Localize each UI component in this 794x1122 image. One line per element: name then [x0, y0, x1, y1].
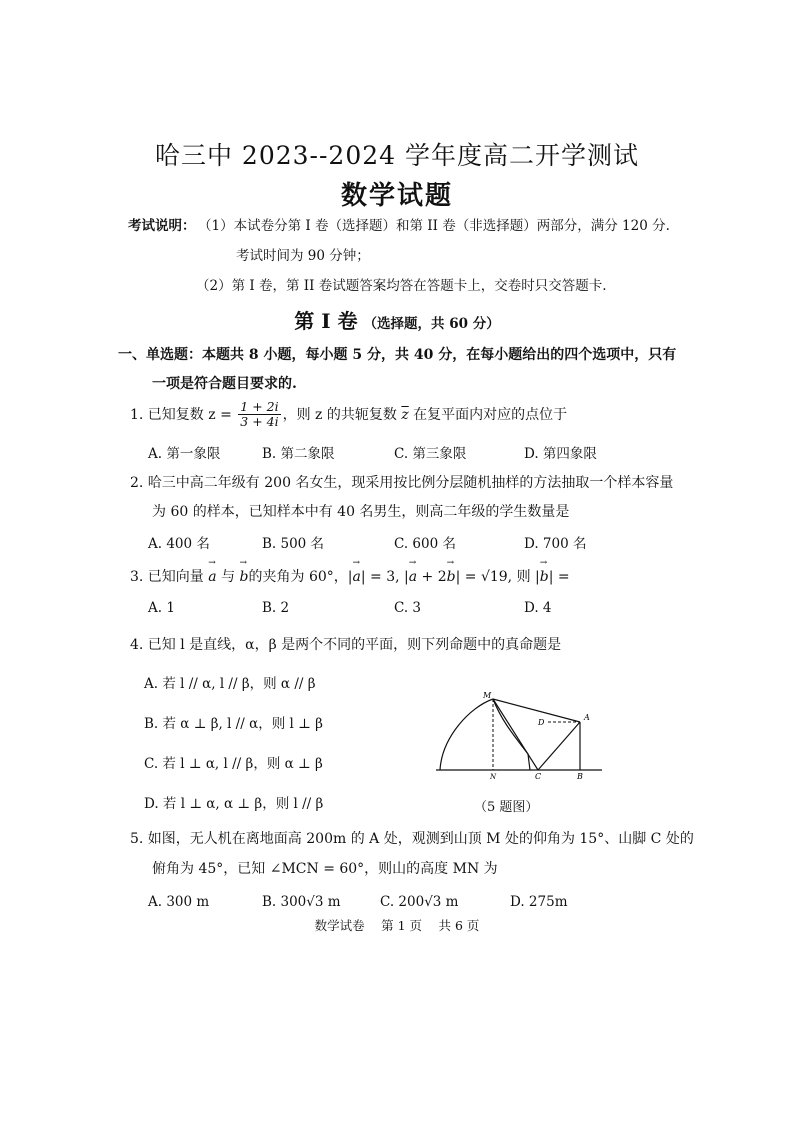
page-subtitle: 数学试题 [340, 181, 453, 211]
q4-option-d: D. 若 l ⊥ α, α ⊥ β，则 l // β [144, 796, 324, 812]
q5-option-d: D. 275m [510, 894, 568, 910]
q3-text2: | = 3, | [360, 569, 409, 585]
q3-option-a: A. 1 [148, 600, 175, 616]
question-5-line1: 5. 如图，无人机在离地面高 200m 的 A 处，观测到山顶 M 处的仰角为 15°、山脚 C 处的 [130, 831, 694, 847]
label-c: C [535, 772, 542, 781]
q1-fraction-numerator: 1 + 2i [240, 399, 279, 414]
section1-line1: 一、单选题：本题共 8 小题，每小题 5 分，共 40 分，在每小题给出的四个选项中，只有 [118, 347, 677, 363]
q5-option-c: C. 200√3 m [380, 894, 459, 910]
mountain-slope [493, 699, 530, 770]
question-3-stem [130, 566, 570, 586]
q3-mid: 与 [221, 569, 236, 585]
q1-option-c: C. 第三象限 [394, 446, 467, 462]
q3-vector-a-2: → a [352, 569, 360, 585]
q5-option-a: A. 300 m [148, 894, 210, 910]
page-footer: 数学试卷 第 1 页 共 6 页 [314, 918, 480, 933]
q3-option-c: C. 3 [394, 600, 422, 616]
instructions-item2: （2）第 I 卷，第 II 卷试题答案均答在答题卡上，交卷时只交答题卡. [196, 278, 607, 294]
label-n: N [490, 773, 497, 781]
question-4-stem: 4. 已知 l 是直线，α，β 是两个不同的平面，则下列命题中的真命题是 [130, 637, 562, 653]
q1-option-a: A. 第一象限 [148, 446, 221, 462]
q1-fraction [238, 400, 280, 430]
question-1-stem [130, 400, 567, 430]
volume-title: 第 I 卷 [294, 309, 358, 333]
q1-option-d: D. 第四象限 [524, 446, 597, 462]
q3-text5: | = [548, 569, 570, 585]
q2-option-b: B. 500 名 [262, 536, 325, 552]
q1-suffix2: 在复平面内对应的点位于 [408, 406, 568, 423]
q2-option-c: C. 600 名 [394, 536, 456, 552]
question-2-line2: 为 60 的样本，已知样本中有 40 名男生，则高二年级的学生数量是 [152, 504, 570, 520]
q1-prefix: 1. 已知复数 z = [130, 406, 232, 423]
q1-option-b: B. 第二象限 [262, 446, 335, 462]
label-d: D [538, 718, 545, 727]
label-a: A [584, 713, 590, 722]
line-ac [538, 722, 580, 770]
figure-caption: （5 题图） [474, 800, 539, 815]
q1-fraction-denominator: 3 + 4i [240, 414, 279, 430]
q4-option-b: B. 若 α ⊥ β, l // α，则 l ⊥ β [144, 716, 323, 732]
instructions-item1-line2: 考试时间为 90 分钟； [236, 248, 370, 264]
q3-text3: + 2 [417, 569, 447, 585]
label-b: B [577, 772, 583, 781]
q3-prefix: 3. 已知向量 [130, 569, 204, 585]
q3-text4: | = √19, 则 | [455, 569, 540, 585]
question-5-line2: 俯角为 45°，已知 ∠MCN = 60°，则山的高度 MN 为 [152, 861, 498, 877]
q2-option-d: D. 700 名 [524, 536, 587, 552]
q3-option-b: B. 2 [262, 600, 290, 616]
q4-option-c: C. 若 l ⊥ α, l // β，则 α ⊥ β [144, 756, 323, 772]
q5-option-b: B. 300√3 m [262, 894, 341, 910]
q4-option-a: A. 若 l // α, l // β，则 α // β [144, 676, 316, 692]
instructions-item1-line1: （1）本试卷分第 I 卷（选择题）和第 II 卷（非选择题）两部分，满分 120 分. [198, 218, 670, 234]
q3-vector-b-3: → b [540, 569, 549, 585]
q1-conjugate: $\overline{z}$ [401, 406, 409, 423]
mountain-outline [440, 699, 493, 770]
volume-heading [0, 305, 794, 334]
question-2-line1: 2. 哈三中高二年级有 200 名女生，现采用按比例分层随机抽样的方法抽取一个样本容量 [130, 475, 674, 491]
q3-vector-b-2: → b [447, 569, 456, 585]
volume-note: （选择题，共 60 分） [363, 316, 500, 332]
q3-vector-a: → a [208, 569, 216, 585]
q2-option-a: A. 400 名 [148, 536, 210, 552]
q3-vector-a-3: → a [409, 569, 417, 585]
section1-line2: 一项是符合题目要求的. [152, 376, 297, 392]
q1-suffix: ，则 z 的共轭复数 [282, 406, 402, 423]
q3-option-d: D. 4 [524, 600, 552, 616]
instructions-label: 考试说明： [128, 218, 196, 234]
q3-vector-b: → b [240, 569, 249, 585]
q3-text1: 的夹角为 60°，| [248, 569, 353, 585]
page-title: 哈三中 2023--2024 学年度高二开学测试 [154, 141, 640, 170]
mountain-figure [430, 682, 610, 782]
label-m: M [483, 691, 492, 700]
